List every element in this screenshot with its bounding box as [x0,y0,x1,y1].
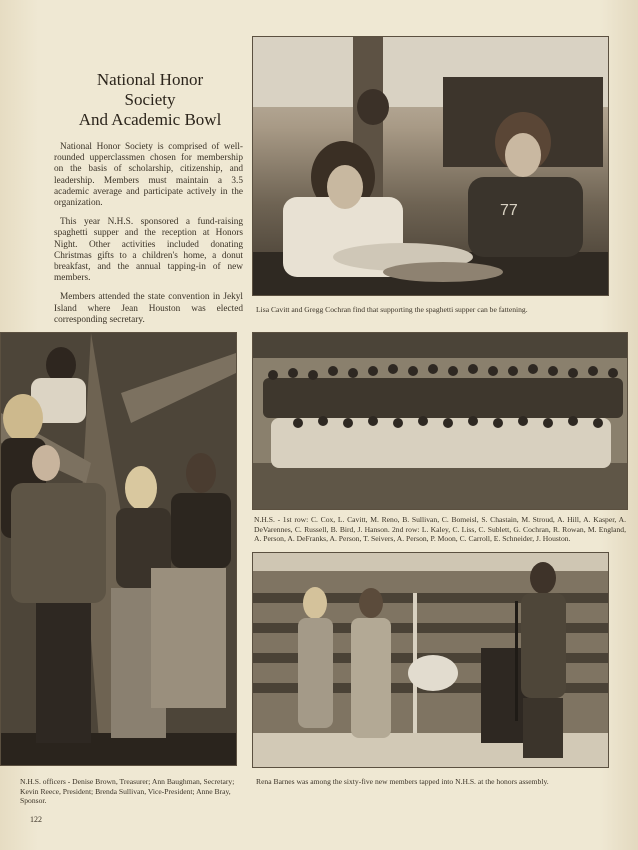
photo-assembly-image [253,553,608,767]
photo-spaghetti-supper-image [253,37,608,295]
paragraph: This year N.H.S. sponsored a fund-raising spaghetti supper and the reception at Honors Night. Other activities included donating Christmas gifts to a children's home, a donut breakfast, and the annual tapping-in of new members. [54,217,243,284]
page-title [58,70,242,130]
svg-text:77: 77 [500,202,518,219]
article-body [54,142,243,334]
photo-officers-image [1,333,236,765]
photo-spaghetti-supper [252,36,609,296]
photo-assembly [252,552,609,768]
photo-group [252,332,628,510]
title-line-3: And Academic Bowl [78,110,222,129]
photo-group-image [253,333,627,509]
title-line-1: National Honor [96,70,204,89]
caption-spaghetti-supper: Lisa Cavitt and Gregg Cochran find that supporting the spaghetti supper can be fattening. [256,305,528,314]
page-number: 122 [30,815,42,824]
caption-group: N.H.S. - 1st row: C. Cox, L. Cavitt, M. Reno, B. Sullivan, C. Bomeisl, S. Chastain, M. Stroud, A. Hill, A. Kasper, A. DeVarennes, C. Russell, B. Bird, J. Hanson. 2nd row: L. Kaley, C. Liss, C. Sublett, G. Cochran, R. Rowan, M. England, A. Person, A. DeFranks, A. Person, T. Seivers, A. Person, P. Moon, C. Carroll, E. Schneider, J. Houston. [254,515,626,544]
paragraph: Members attended the state convention in Jekyl Island where Jean Houston was elected corresponding secretary. [54,292,243,325]
paragraph: National Honor Society is comprised of well-rounded upperclassmen chosen for membership on the basis of scholarship, citizenship, and leadership. Members must maintain a 3.5 academic average and participate actively in the organization. [54,142,243,209]
title-line-2: Society [124,90,176,109]
caption-officers: N.H.S. officers - Denise Brown, Treasurer; Ann Baughman, Secretary; Kevin Reece, President; Brenda Sullivan, Vice-President; Anne Bray, Sponsor. [20,777,235,806]
caption-assembly: Rena Barnes was among the sixty-five new members tapped into N.H.S. at the honors assembly. [256,777,549,786]
photo-officers [0,332,237,766]
